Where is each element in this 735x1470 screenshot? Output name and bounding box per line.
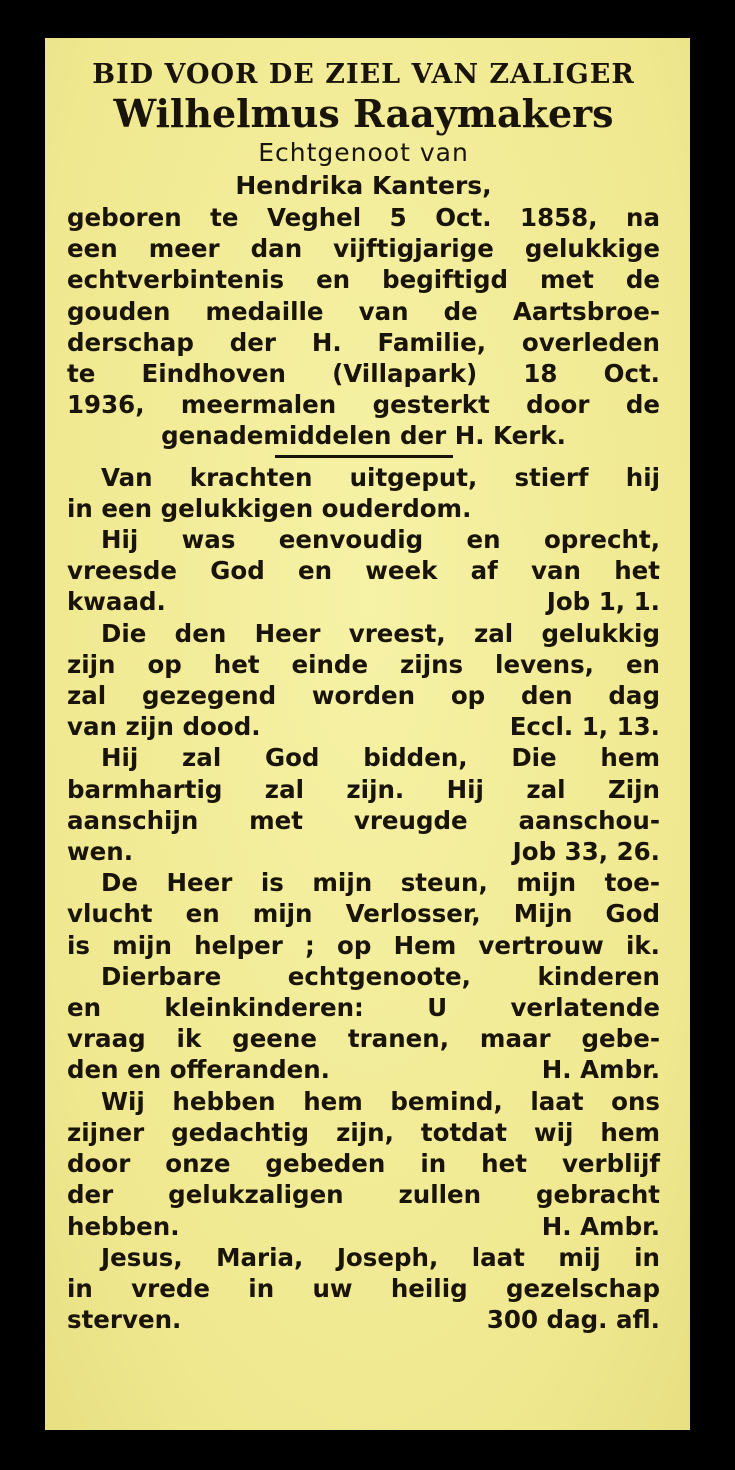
passage-line: Hij was eenvoudig en oprecht, bbox=[101, 525, 660, 555]
passage-line: zijner gedachtig zijn, totdat wij hem bbox=[67, 1117, 660, 1147]
passage-line: De Heer is mijn steun, mijn toe- bbox=[101, 868, 660, 898]
bio-line: derschap der H. Familie, overleden bbox=[67, 327, 660, 357]
passage-1 bbox=[67, 462, 660, 524]
passage-ref-line bbox=[67, 836, 660, 867]
bio-line: genademiddelen der H. Kerk. bbox=[161, 421, 566, 451]
passage-ref-line bbox=[67, 711, 660, 742]
passage-line: Dierbare echtgenoote, kinderen bbox=[101, 961, 660, 991]
passage-line: vraag ik geene tranen, maar gebe- bbox=[67, 1024, 660, 1054]
passage-5 bbox=[67, 867, 660, 961]
memorial-card bbox=[45, 38, 690, 1430]
passage-line: Jesus, Maria, Joseph, laat mij in bbox=[101, 1242, 660, 1272]
passage-ref-line bbox=[67, 1304, 660, 1335]
spouse-name: Hendrika Kanters, bbox=[235, 171, 492, 200]
scripture-reference: Job 1, 1. bbox=[546, 587, 660, 617]
passage-line: vreesde God en week af van het bbox=[67, 556, 660, 586]
passage-tail: kwaad. bbox=[67, 587, 166, 617]
passage-line: zal gezegend worden op den dag bbox=[67, 681, 660, 711]
passage-tail: hebben. bbox=[67, 1211, 180, 1241]
passage-line: vlucht en mijn Verlosser, Mijn God bbox=[67, 899, 660, 929]
indulgence-note: 300 dag. afl. bbox=[486, 1305, 660, 1335]
bio-line: te Eindhoven (Villapark) 18 Oct. bbox=[67, 359, 660, 389]
prayer-heading: BID VOOR DE ZIEL VAN ZALIGER bbox=[92, 59, 635, 90]
passage-6 bbox=[67, 961, 660, 1086]
passage-tail: van zijn dood. bbox=[67, 712, 261, 742]
passage-line: in een gelukkigen ouderdom. bbox=[67, 493, 472, 523]
passage-line: Die den Heer vreest, zal gelukkig bbox=[101, 618, 660, 648]
passage-line: zijn op het einde zijns levens, en bbox=[67, 649, 660, 679]
passage-line: barmhartig zal zijn. Hij zal Zijn bbox=[67, 774, 660, 804]
scripture-reference: H. Ambr. bbox=[541, 1055, 660, 1085]
passage-line: door onze gebeden in het verblijf bbox=[67, 1149, 660, 1179]
passage-7 bbox=[67, 1086, 660, 1242]
passage-ref-line bbox=[67, 1054, 660, 1085]
scripture-reference: H. Ambr. bbox=[541, 1211, 660, 1241]
deceased-name: Wilhelmus Raaymakers bbox=[113, 91, 614, 136]
passage-tail: den en offeranden. bbox=[67, 1055, 330, 1085]
passage-line: en kleinkinderen: U verlatende bbox=[67, 993, 660, 1023]
passage-ref-line bbox=[67, 1211, 660, 1242]
passage-8 bbox=[67, 1242, 660, 1336]
passage-line: der gelukzaligen zullen gebracht bbox=[67, 1180, 660, 1210]
passage-line: is mijn helper ; op Hem vertrouw ik. bbox=[67, 930, 660, 960]
passage-ref-line bbox=[67, 586, 660, 617]
spouse-label: Echtgenoot van bbox=[258, 138, 469, 167]
passage-line: Wij hebben hem bemind, laat ons bbox=[101, 1086, 660, 1116]
passage-line: Hij zal God bidden, Die hem bbox=[101, 743, 660, 773]
bio-line: gouden medaille van de Aartsbroe- bbox=[67, 296, 660, 326]
passage-line: aanschijn met vreugde aanschou- bbox=[67, 805, 660, 835]
scripture-reference: Eccl. 1, 13. bbox=[509, 712, 660, 742]
biography bbox=[67, 202, 660, 452]
passage-4 bbox=[67, 742, 660, 867]
passage-tail: wen. bbox=[67, 837, 133, 867]
passage-line: in vrede in uw heilig gezelschap bbox=[67, 1273, 660, 1303]
bio-line: 1936, meermalen gesterkt door de bbox=[67, 390, 660, 420]
divider-rule bbox=[275, 455, 453, 458]
passage-line: Van krachten uitgeput, stierf hij bbox=[101, 462, 660, 492]
scripture-reference: Job 33, 26. bbox=[512, 837, 660, 867]
passage-2 bbox=[67, 524, 660, 618]
bio-line: geboren te Veghel 5 Oct. 1858, na bbox=[67, 203, 660, 232]
passage-3 bbox=[67, 618, 660, 743]
bio-line: een meer dan vijftigjarige gelukkige bbox=[67, 234, 660, 264]
passage-tail: sterven. bbox=[67, 1305, 182, 1335]
bio-line: echtverbintenis en begiftigd met de bbox=[67, 265, 660, 295]
